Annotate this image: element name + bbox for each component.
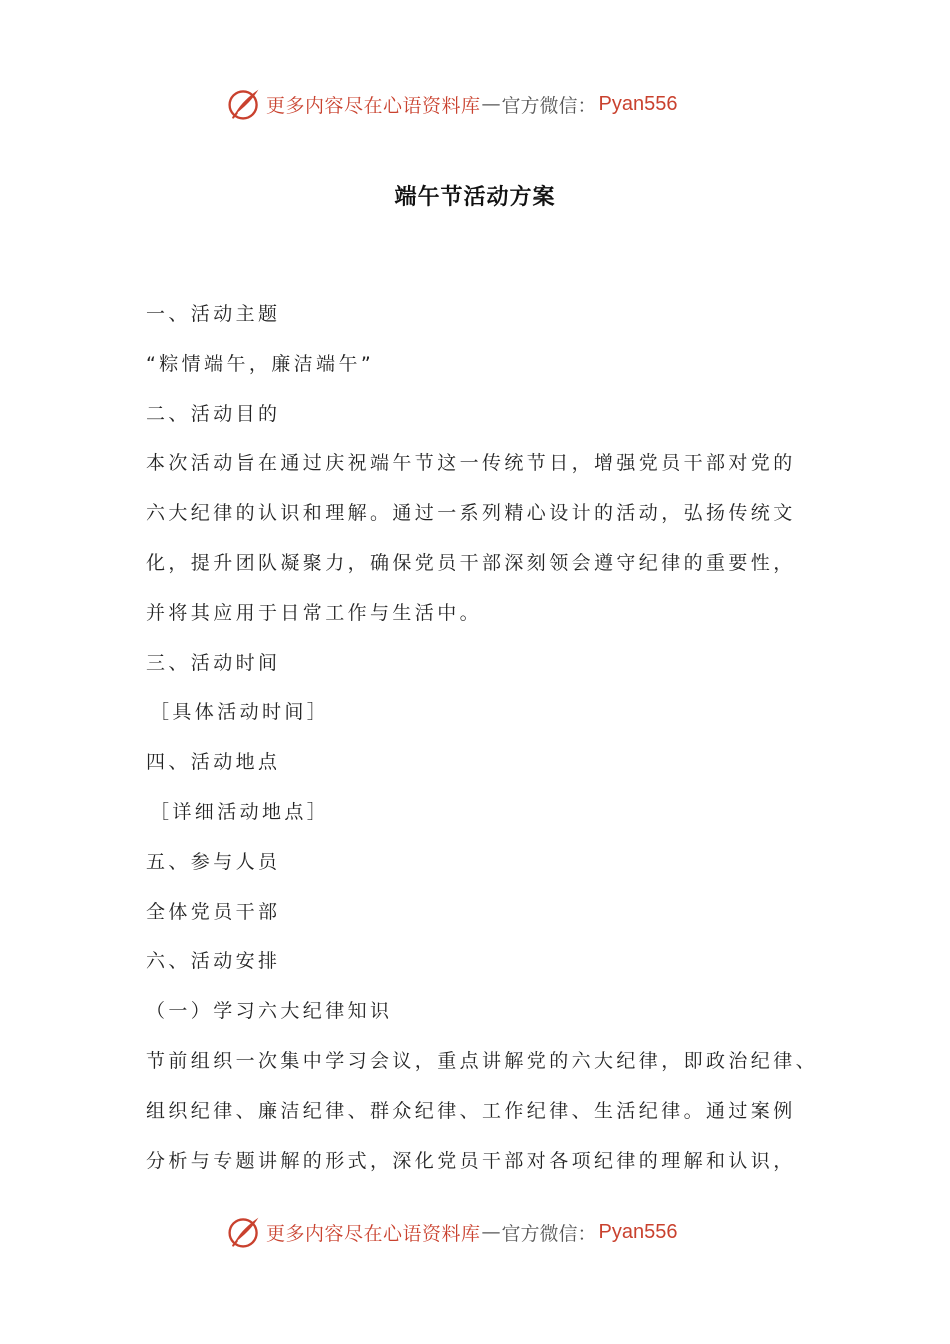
watermark-contact-label: 官方微信：	[501, 94, 597, 117]
watermark-brand-text: 更多内容尽在心语资料库	[266, 1222, 481, 1245]
subsection-heading: （一）学习六大纪律知识	[146, 1000, 393, 1023]
watermark-contact-label: 官方微信：	[501, 1222, 597, 1245]
paragraph-line: 组织纪律、廉洁纪律、群众纪律、工作纪律、生活纪律。通过案例	[146, 1099, 796, 1122]
watermark-separator: —	[481, 1221, 501, 1243]
section-heading-theme: 一、活动主题	[146, 303, 281, 325]
section-heading-location: 四、活动地点	[146, 751, 281, 774]
placeholder-location: ［详细活动地点］	[150, 800, 330, 823]
section-heading-participants: 五、参与人员	[146, 850, 281, 873]
quill-pen-logo-icon	[226, 1214, 262, 1250]
paragraph-line: 节前组织一次集中学习会议，重点讲解党的六大纪律，即政治纪律、	[146, 1049, 819, 1072]
watermark-brand-text: 更多内容尽在心语资料库	[266, 94, 481, 117]
document-body	[146, 290, 826, 1186]
footer-watermark	[226, 1212, 678, 1252]
paragraph-line: “粽情端午，廉洁端午”	[146, 352, 375, 375]
watermark-separator: —	[481, 93, 501, 115]
paragraph-line: 并将其应用于日常工作与生活中。	[146, 601, 483, 624]
section-heading-time: 三、活动时间	[146, 651, 281, 674]
watermark-contact-id: Pyan556	[598, 92, 678, 115]
document-title: 端午节活动方案	[394, 184, 556, 210]
paragraph-line: 本次活动旨在通过庆祝端午节这一传统节日，增强党员干部对党的	[146, 452, 796, 475]
section-heading-schedule: 六、活动安排	[146, 950, 281, 973]
quill-pen-logo-icon	[226, 86, 262, 122]
paragraph-line: 化，提升团队凝聚力，确保党员干部深刻领会遵守纪律的重要性，	[146, 551, 796, 574]
placeholder-time: ［具体活动时间］	[150, 701, 330, 724]
paragraph-line: 分析与专题讲解的形式，深化党员干部对各项纪律的理解和认识，	[146, 1149, 796, 1172]
paragraph-line: 六大纪律的认识和理解。通过一系列精心设计的活动，弘扬传统文	[146, 502, 796, 525]
paragraph-line: 全体党员干部	[146, 900, 281, 923]
header-watermark	[226, 84, 678, 124]
section-heading-purpose: 二、活动目的	[146, 402, 281, 425]
watermark-contact-id: Pyan556	[598, 1220, 678, 1243]
